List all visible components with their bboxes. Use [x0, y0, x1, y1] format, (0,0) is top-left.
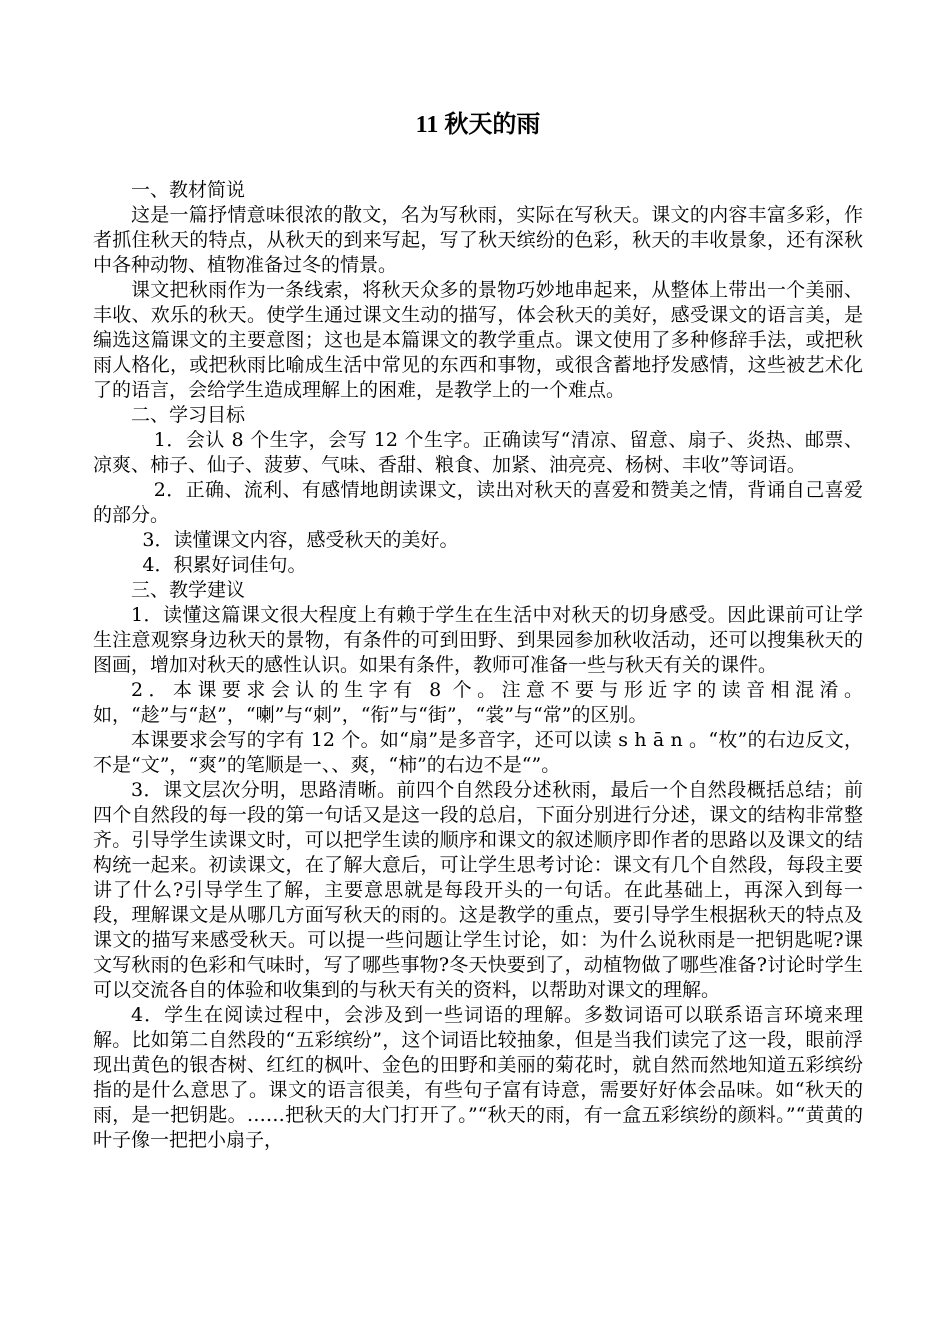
section-heading-2: 二、学习目标 — [131, 404, 246, 426]
section-heading-1: 一、教材简说 — [131, 179, 246, 201]
suggestion-item: 4．学生在阅读过程中，会涉及到一些词语的理解。多数词语可以联系语言环境来理解。比如第二自然段的“五彩缤纷”，这个词语比较抽象，但是当我们读完了这一段，眼前浮现出黄色的银杏树、红红的枫叶、金色的田野和美丽的菊花时，就自然而然地知道五彩缤纷指的是什么意思了。课文的语言很美，有些句子富有诗意，需要好好体会品味。如“秋天的雨，是一把钥匙。……把秋天的大门打开了。”“秋天的雨，有一盒五彩缤纷的颜料。”“黄黄的叶子像一把把小扇子， — [93, 1004, 863, 1151]
document-page — [93, 108, 863, 1153]
suggestion-item: 1．读懂这篇课文很大程度上有赖于学生在生活中对秋天的切身感受。因此课前可让学生注意观察身边秋天的景物，有条件的可到田野、到果园参加秋收活动，还可以搜集秋天的图画，增加对秋天的感性认识。如果有条件，教师可准备一些与秋天有关的课件。 — [93, 604, 863, 676]
suggestion-item: 本课要求会写的字有 12 个。如“扇”是多音字，还可以读 s h ā n 。“枚”的右边反文，不是“文”，“爽”的笔顺是一、、爽，“柿”的右边不是“”。 — [93, 729, 863, 776]
document-title: 11 秋天的雨 — [415, 112, 541, 138]
section-heading-3: 三、教学建议 — [131, 579, 246, 601]
goal-item: 2．正确、流利、有感情地朗读课文，读出对秋天的喜爱和赞美之情，背诵自己喜爱的部分。 — [93, 479, 863, 526]
goal-item: 3．读懂课文内容，感受秋天的美好。 — [142, 529, 459, 551]
goal-item: 1．会认 8 个生字，会写 12 个生字。正确读写“清凉、留意、扇子、炎热、邮票、凉爽、柿子、仙子、菠萝、气味、香甜、粮食、加紧、油亮亮、杨树、丰收”等词语。 — [93, 429, 863, 476]
suggestion-item: 2．本课要求会认的生字有 8 个。注意不要与形近字的读音相混淆。如，“趁”与“赵”，“喇”与“刺”，“衔”与“街”，“裳”与“常”的区别。 — [93, 679, 863, 726]
paragraph: 这是一篇抒情意味很浓的散文，名为写秋雨，实际在写秋天。课文的内容丰富多彩，作者抓住秋天的特点，从秋天的到来写起，写了秋天缤纷的色彩，秋天的丰收景象，还有深秋中各种动物、植物准备过冬的情景。 — [93, 204, 863, 276]
suggestion-item: 3．课文层次分明，思路清晰。前四个自然段分述秋雨，最后一个自然段概括总结；前四个自然段的每一段的第一句话又是这一段的总启，下面分别进行分述，课文的结构非常整齐。引导学生读课文时，可以把学生读的顺序和课文的叙述顺序即作者的思路以及课文的结构统一起来。初读课文，在了解大意后，可让学生思考讨论：课文有几个自然段，每段主要讲了什么?引导学生了解，主要意思就是每段开头的一句话。在此基础上，再深入到每一段，理解课文是从哪几方面写秋天的雨的。这是教学的重点，要引导学生根据秋天的特点及课文的描写来感受秋天。可以提一些问题让学生讨论，如：为什么说秋雨是一把钥匙呢?课文写秋雨的色彩和气味时，写了哪些事物?冬天快要到了，动植物做了哪些准备?讨论时学生可以交流各自的体验和收集到的与秋天有关的资料，以帮助对课文的理解。 — [93, 779, 863, 1001]
paragraph: 课文把秋雨作为一条线索，将秋天众多的景物巧妙地串起来，从整体上带出一个美丽、丰收、欢乐的秋天。使学生通过课文生动的描写，体会秋天的美好，感受课文的语言美，是编选这篇课文的主要意图；这也是本篇课文的教学重点。课文使用了多种修辞手法，或把秋雨人格化，或把秋雨比喻成生活中常见的东西和事物，或很含蓄地抒发感情，这些被艺术化了的语言，会给学生造成理解上的困难，是教学上的一个难点。 — [93, 279, 863, 401]
goal-item: 4．积累好词佳句。 — [142, 554, 307, 576]
